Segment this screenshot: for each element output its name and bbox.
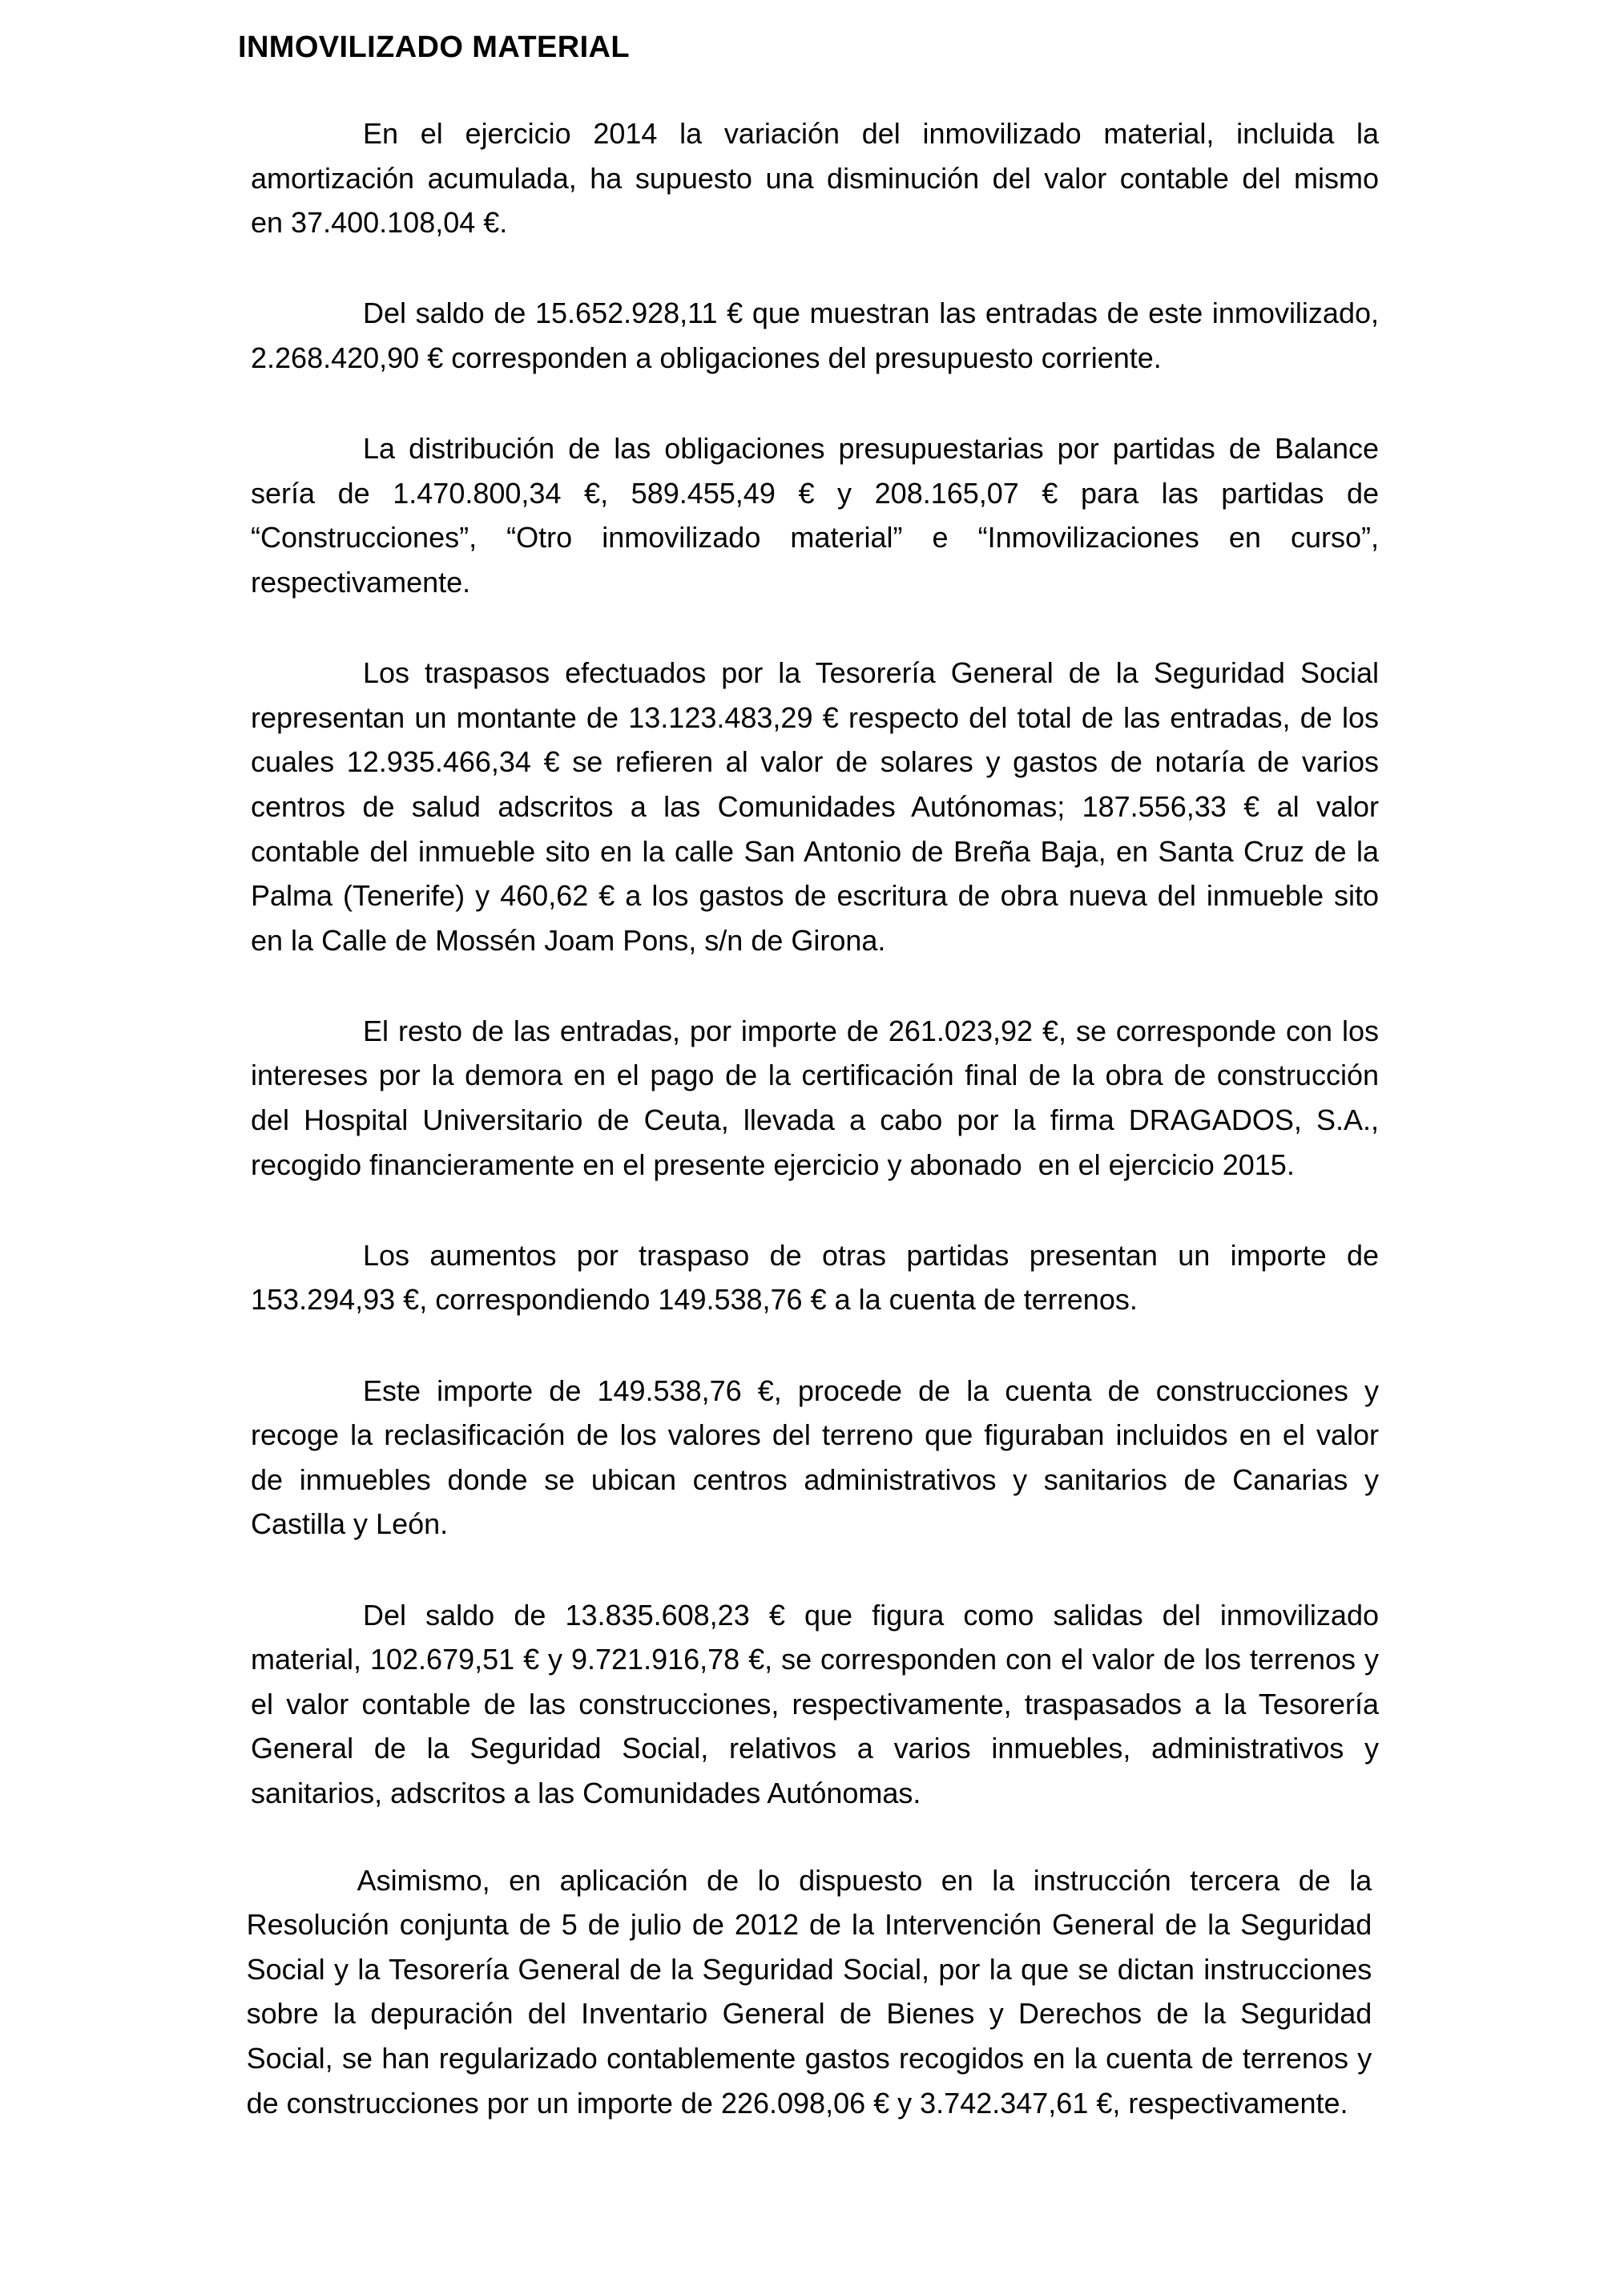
paragraph [251, 651, 1379, 962]
text-line: Social, se han regularizado contablemente gastos recogidos en la cuenta de terrenos y [246, 2042, 1372, 2075]
paragraph [251, 426, 1379, 604]
text-line: del Hospital Universitario de Ceuta, llevada a cabo por la firma DRAGADOS, S.A., [251, 1103, 1379, 1137]
body-text [246, 111, 1379, 2172]
paragraph [251, 1593, 1379, 1816]
text-line: Del saldo de 13.835.608,23 € que figura como salidas del inmovilizado [363, 1598, 1379, 1632]
text-line: 2.268.420,90 € corresponden a obligaciones del presupuesto corriente. [251, 341, 1162, 374]
text-line: cuales 12.935.466,34 € se refieren al valor de solares y gastos de notaría de varios [251, 745, 1379, 779]
text-line: recogido financieramente en el presente ejercicio y abonado en el ejercicio 2015. [251, 1148, 1295, 1181]
text-line: recoge la reclasificación de los valores del terreno que figuraban incluidos en el valor [251, 1418, 1379, 1452]
text-line: General de la Seguridad Social, relativos a varios inmuebles, administrativos y [251, 1732, 1379, 1765]
paragraph [251, 291, 1379, 380]
paragraph [251, 1009, 1379, 1187]
text-line: La distribución de las obligaciones presupuestarias por partidas de Balance [363, 432, 1379, 466]
text-line: de construcciones por un importe de 226.098,06 € y 3.742.347,61 €, respectivamente. [246, 2086, 1348, 2120]
text-line: En el ejercicio 2014 la variación del inmovilizado material, incluida la [363, 117, 1379, 150]
text-line: amortización acumulada, ha supuesto una disminución del valor contable del mismo [251, 161, 1379, 195]
paragraph [251, 1233, 1379, 1322]
text-line: centros de salud adscritos a las Comunidades Autónomas; 187.556,33 € al valor [251, 789, 1379, 823]
text-line: en la Calle de Mossén Joam Pons, s/n de Girona. [251, 923, 886, 957]
text-line: Los aumentos por traspaso de otras partidas presentan un importe de [363, 1238, 1379, 1272]
text-line: sería de 1.470.800,34 €, 589.455,49 € y 208.165,07 € para las partidas de [251, 476, 1379, 510]
text-line: El resto de las entradas, por importe de 261.023,92 €, se corresponde con los [363, 1014, 1379, 1047]
text-line: el valor contable de las construcciones, respectivamente, traspasados a la Tesorería [251, 1687, 1379, 1720]
paragraph [251, 1369, 1379, 1547]
text-line: Este importe de 149.538,76 €, procede de la cuenta de construcciones y [363, 1373, 1379, 1407]
text-line: representan un montante de 13.123.483,29 € respecto del total de las entradas, de los [251, 700, 1379, 734]
text-line: “Construcciones”, “Otro inmovilizado material” e “Inmovilizaciones en curso”, [251, 521, 1379, 555]
text-line: en 37.400.108,04 €. [251, 206, 508, 240]
text-line: Los traspasos efectuados por la Tesorería General de la Seguridad Social [363, 656, 1379, 690]
text-line: respectivamente. [251, 565, 471, 599]
text-line: Social y la Tesorería General de la Seguridad Social, por la que se dictan instrucciones [246, 1952, 1372, 1986]
text-line: Palma (Tenerife) y 460,62 € a los gastos de escritura de obra nueva del inmueble sito [251, 879, 1379, 913]
text-line: sanitarios, adscritos a las Comunidades Autónomas. [251, 1776, 921, 1809]
text-line: sobre la depuración del Inventario General de Bienes y Derechos de la Seguridad [246, 1997, 1372, 2031]
section-heading: INMOVILIZADO MATERIAL [238, 30, 630, 64]
text-line: Asimismo, en aplicación de lo dispuesto en la instrucción tercera de la [357, 1863, 1372, 1897]
text-line: material, 102.679,51 € y 9.721.916,78 €, se corresponden con el valor de los terrenos y [251, 1643, 1379, 1676]
text-line: 153.294,93 €, correspondiendo 149.538,76 € a la cuenta de terrenos. [251, 1283, 1138, 1317]
paragraph [247, 1858, 1372, 2126]
text-line: Del saldo de 15.652.928,11 € que muestran las entradas de este inmovilizado, [363, 296, 1379, 330]
text-line: intereses por la demora en el pago de la certificación final de la obra de construcción [251, 1059, 1379, 1092]
text-line: Castilla y León. [251, 1507, 449, 1541]
text-line: de inmuebles donde se ubican centros administrativos y sanitarios de Canarias y [251, 1462, 1379, 1496]
paragraph [251, 111, 1379, 245]
text-line: contable del inmueble sito en la calle San Antonio de Breña Baja, en Santa Cruz de la [251, 834, 1379, 868]
text-line: Resolución conjunta de 5 de julio de 2012 de la Intervención General de la Seguridad [246, 1908, 1372, 1942]
